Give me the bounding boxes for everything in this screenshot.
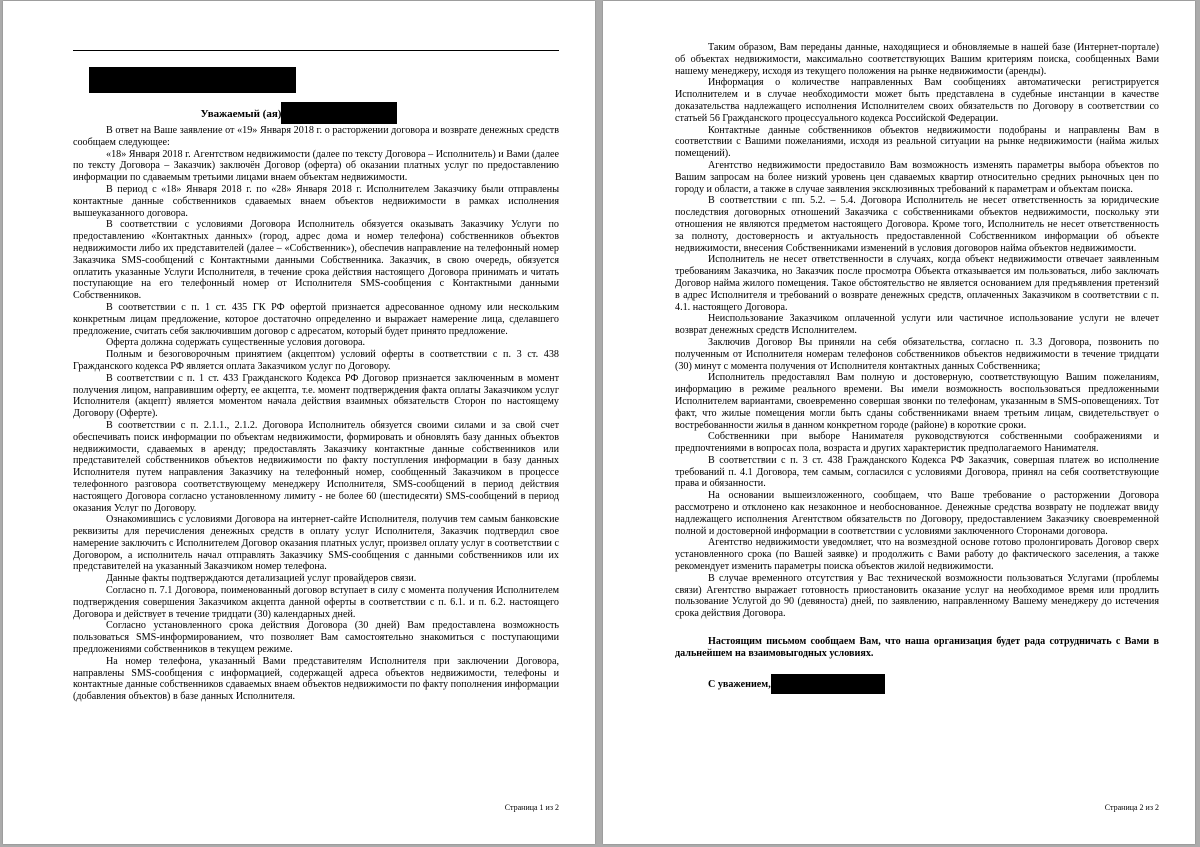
paragraph: Заключив Договор Вы приняли на себя обязательства, согласно п. 3.3 Договора, позвонить по полученным от Исполнителя номерам телефонов собственников объектов недвижимости в течение тридцати (30) минут с момента получения от Исполнителя контактных данных Собственника; xyxy=(675,336,1159,372)
paragraph: В ответ на Ваше заявление от «19» Января 2018 г. о расторжении договора и возврате денежных средств сообщаем следующее: xyxy=(73,125,559,148)
paragraph: Таким образом, Вам переданы данные, находящиеся и обновляемые в нашей базе (Интернет-портале) об объектах недвижимости, максимально соответствующих Вашим критериям поиска, сообщенных Вами нашему менеджеру, исходя из текущего положения на рынке недвижимости (аренды). xyxy=(675,42,1159,77)
paragraph: Контактные данные собственников объектов недвижимости подобраны и направлены Вам в соответствии с Вашими пожеланиями, исходя из реальной ситуации на рынке недвижимости (найма жилых помещений). xyxy=(675,124,1159,160)
paragraph: В случае временного отсутствия у Вас технической возможности пользоваться Услугами (проблемы связи) Агентство выражает готовность приостановить оказание услуг на необходимое время или продлить пользование Услугой до 90 (девяноста) дней, по заявлению, направленному Вашему менеджеру до истечения срока действия Договора. xyxy=(675,572,1159,620)
salutation-text: Уважаемый (ая) xyxy=(200,108,282,120)
paragraph: «18» Января 2018 г. Агентством недвижимости (далее по тексту Договора – Исполнитель) и Вами (далее по тексту Договора – Заказчик) заключён Договор (оферта) об оказании платных услуг по предоставлению информации по сдаваемым третьими лицами внаем объектам недвижимости. xyxy=(73,148,559,184)
paragraph: Согласно установленного срока действия Договора (30 дней) Вам предоставлена возможность пользоваться SMS-информированием, что позволяет Вам самостоятельно знакомиться с поступающими предложениями собственников в текущем режиме. xyxy=(73,620,559,656)
page-1-body xyxy=(73,125,559,703)
paragraph: Согласно п. 7.1 Договора, поименованный договор вступает в силу с момента получения Исполнителем подтверждения совершения Заказчиком акцепта данной оферты в соответствии с п. 6.1. и п. 6.2. настоящего Договора и действует в течение тридцати (30) календарных дней. xyxy=(73,585,559,620)
paragraph: В соответствии с п. 3 ст. 438 Гражданского Кодекса РФ Заказчик, совершая платеж во исполнение требований п. 4.1 Договора, тем самым, согласился с условиями Договора, принял на себя соответствующие права и обязанности. xyxy=(675,454,1159,490)
paragraph: В соответствии с п. 2.1.1., 2.1.2. Договора Исполнитель обязуется своими силами и за свой счет обеспечивать поиск информации по объектам недвижимости, формировать и обновлять базу данных объектов недвижимости, сдаваемых в аренду; предоставлять Заказчику контактные данные собственников или представителей собственников объектов недвижимости по факту поступления информации в базу данных Исполнителя путем направления Заказчику на телефонный номер, сообщенный Заказчиком в процессе телефонного разговора соответствующему менеджеру Исполнителя, SMS-сообщений в период действия настоящего Договора согласно установленному лимиту - не более 60 (шестидесяти) SMS-сообщений в период оказания Услуг по Договору. xyxy=(73,419,559,514)
redacted-name xyxy=(281,102,397,124)
paragraph: Информация о количестве направленных Вам сообщениях автоматически регистрируется Исполнителем и в случае необходимости может быть представлена в судебные инстанции в качестве доказательства надлежащего исполнения Исполнителем своих обязательств по Договору в соответствии со статьей 56 Гражданского процессуального кодекса Российской Федерации. xyxy=(675,77,1159,124)
paragraph: В соответствии с п. 1 ст. 435 ГК РФ офертой признается адресованное одному или нескольким конкретным лицам предложение, которое достаточно определенно и выражает намерение лица, сделавшего предложение, считать себя заключившим договор с адресатом, который будет принято предложение. xyxy=(73,301,559,337)
paragraph: Полным и безоговорочным принятием (акцептом) условий оферты в соответствии с п. 3 ст. 438 Гражданского кодекса РФ является оплата Заказчиком услуг по Договору. xyxy=(73,349,559,372)
header-rule xyxy=(73,50,559,51)
signoff-text: С уважением, xyxy=(708,678,771,690)
paragraph: Агентство недвижимости предоставило Вам возможность изменять параметры выбора объектов по Вашим запросам на более низкий уровень цен сдаваемых квартир относительно средних рыночных цен по городу и области, а также в случае заявления эксклюзивных требований к параметрам и объектам поиска. xyxy=(675,159,1159,195)
redacted-signature xyxy=(771,674,885,694)
redacted-block-header xyxy=(89,67,296,93)
paragraph: Исполнитель предоставлял Вам полную и достоверную, соответствующую Вашим пожеланиям, информацию в режиме реального времени. Вы имели возможность воспользоваться предложенными Исполнителем вариантами, своевременно совершая звонки по телефонам, указанным в SMS-оповещениях. Тот факт, что жилые помещения могли быть сданы собственниками внаем третьим лицам, свидетельствует о востребованности жилья в данном конкретном городе (районе) в короткие сроки. xyxy=(675,372,1159,431)
paragraph: На номер телефона, указанный Вами представителям Исполнителя при заключении Договора, направлены SMS-сообщения с информацией, содержащей адреса объектов недвижимости, телефоны и контактные данные собственников сдаваемых внаем объектов недвижимости по факту пополнения информации (добавления объектов) в базе данных Исполнителя. xyxy=(73,655,559,703)
paragraph: В соответствии с условиями Договора Исполнитель обязуется оказывать Заказчику Услуги по предоставлению «Контактных данных» (город, адрес дома и номер телефона) собственников объектов недвижимости либо их представителей (далее – «Собственник»), обеспечив направление на телефонный номер Заказчика SMS-сообщений с Контактными данными Собственника. Заказчик, в свою очередь, обязуется оплатить указанные Услуги Исполнителя, в течение срока действия настоящего Договора принимать и читать поступающие на его телефонный номер от Исполнителя SMS-сообщения с Контактными данными Собственников. xyxy=(73,219,559,302)
document-page-2 xyxy=(603,1,1195,844)
paragraph: В соответствии с п. 1 ст. 433 Гражданского Кодекса РФ Договор признается заключенным в момент получения лицом, направившим оферту, ее акцепта, т.е. момент подтверждения факта оплаты Заказчиком услуг Исполнителя (акцепт) является моментом начала действия взаимных обязательств Сторон по настоящему Договору (Оферте). xyxy=(73,372,559,420)
closing-statement: Настоящим письмом сообщаем Вам, что наша организация будет рада сотрудничать с Вами в дальнейшем на взаимовыгодных условиях. xyxy=(675,636,1159,659)
signoff xyxy=(675,674,1159,694)
paragraph: Данные факты подтверждаются детализацией услуг провайдеров связи. xyxy=(106,573,417,585)
paragraph: Исполнитель не несет ответственности в случаях, когда объект недвижимости отвечает заявленным требованиям Заказчика, но Заказчик после просмотра Объекта отказывается им пользоваться, либо заключать Договор найма жилого помещения. Такое обстоятельство не является основанием для предъявления претензий в адрес Исполнителя и требований о возврате денежных средств, оплаченных Заказчиком в соответствии с п. 4.1. настоящего Договора. xyxy=(675,254,1159,313)
paragraph: На основании вышеизложенного, сообщаем, что Ваше требование о расторжении Договора рассмотрено и отклонено как незаконное и необоснованное. Денежные средства возврату не подлежат ввиду надлежащего исполнения Агентством обязательств по Договору, предоставлением Заказчику своевременной полной и достоверной информации в соответствии с условиями заключенного Сторонами договора. xyxy=(675,490,1159,537)
page-footer: Страница 1 из 2 xyxy=(504,803,559,812)
page-2-body xyxy=(675,42,1159,694)
document-page-1 xyxy=(3,1,595,844)
paragraph: Неиспользование Заказчиком оплаченной услуги или частичное использование услуги не влечет возврат денежных средств Исполнителем. xyxy=(675,313,1159,337)
paragraph: Ознакомившись с условиями Договора на интернет-сайте Исполнителя, получив тем самым банковские реквизиты для перечисления денежных средств в оплату услуг Исполнителя, Заказчик подтвердил свое намерение заключить с Исполнителем Договор оказания платных услуг, произвел оплату услуг в соответствии с Договором, а исполнитель начал отправлять Заказчику SMS-сообщения с данными собственников или их представителей на указанный Заказчиком номер телефона. xyxy=(73,514,559,573)
paragraph: Собственники при выборе Нанимателя руководствуются собственными соображениями и предпочтениями в вопросах пола, возраста и других характеристик предполагаемого Нанимателя. xyxy=(675,431,1159,455)
salutation xyxy=(3,102,595,124)
paragraph: В период с «18» Января 2018 г. по «28» Января 2018 г. Исполнителем Заказчику были отправлены контактные данные собственников сдаваемых внаем объектов недвижимости в рамках исполнения вышеуказанного договора. xyxy=(73,183,559,219)
paragraph: Оферта должна содержать существенные условия договора. xyxy=(106,337,366,349)
page-footer: Страница 2 из 2 xyxy=(1104,803,1159,812)
paragraph: В соответствии с пп. 5.2. – 5.4. Договора Исполнитель не несет ответственность за юридические последствия договорных отношений Заказчика с собственниками объектов недвижимости, поскольку эти отношения не являются предметом настоящего Договора. Кроме того, Исполнитель не несет ответственность за полноту, достоверность и актуальность предоставленной Собственником информации об объекте недвижимости, внесения Собственниками изменений в условия договоров найма объектов недвижимости. xyxy=(675,195,1159,254)
paragraph: Агентство недвижимости уведомляет, что на возмездной основе готово пролонгировать Договор сверх установленного срока (по Вашей заявке) и продолжить с Вами работу до фактического заселения, а также рекомендует изменить параметры поиска объектов жилой недвижимости. xyxy=(675,537,1159,573)
